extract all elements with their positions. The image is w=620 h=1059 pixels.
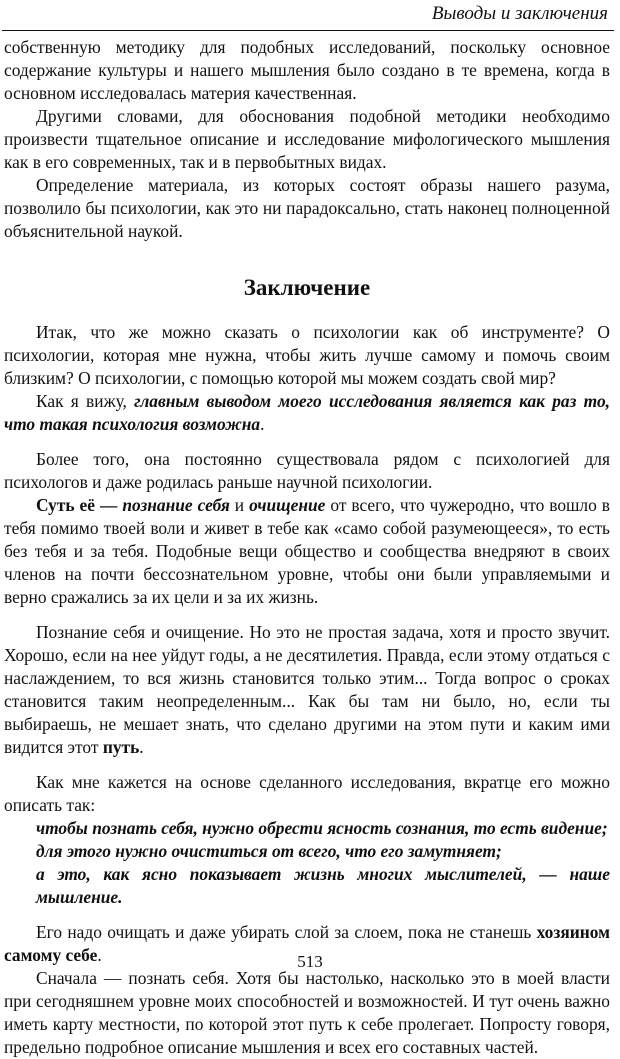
paragraph-4-text-1: и xyxy=(229,495,250,515)
paragraph-4-emphasis-1: познание себя xyxy=(122,495,230,515)
paragraph-8: Сначала — познать себя. Хотя бы настолько, насколько это в моей власти при сегодняшнем уровне моих способностей и возможностей. И тут очень важно иметь карту местности, по которой этот путь к себе пролегает. Попросту говоря, предельно подробное описание мышления и всех его составных частей. xyxy=(4,968,610,1057)
paragraph-1: Итак, что же можно сказать о психологии как об инструменте? О психологии, которая мне нужна, чтобы жить лучше самому и помочь своим близким? О психологии, с помощью которой мы можем создать свой мир? xyxy=(4,322,610,388)
intro-paragraph-1: собственную методику для подобных исследований, поскольку основное содержание культуры и нашего мышления было создано в те времена, когда в основном исследовалась материя качественная. xyxy=(4,37,610,103)
paragraph-5-text: Познание себя и очищение. Но это не простая задача, хотя и просто звучит. Хорошо, если на нее уйдут годы, а не десятилетия. Правда, если этому отдаться с наслаждением, то вся жизнь становится только этим... Тогда вопрос о сроках становится таким неопределенным... Как бы там ни было, но, если ты выбираешь, не мешает знать, что сделано другими на этом пути и каким ими видится этот xyxy=(4,622,610,757)
intro-paragraph-3: Определение материала, из которых состоят образы нашего разума, позволило бы психологии, как это ни парадоксально, стать наконец полноценной объяснительной наукой. xyxy=(4,175,610,241)
paragraph-4-bold: Суть её — xyxy=(36,495,123,515)
quote-line-2: для этого нужно очиститься от всего, что его замутняет; xyxy=(36,841,502,861)
page-body xyxy=(4,36,610,1059)
paragraph-3: Более того, она постоянно существовала рядом с психологией для психологов и даже родилась раньше научной психологии. xyxy=(4,449,610,492)
paragraph-5-end: . xyxy=(139,737,144,757)
paragraph-5 xyxy=(4,621,610,759)
section-title: Заключение xyxy=(243,275,371,300)
quote-line-3: а это, как ясно показывает жизнь многих мыслителей, — наше мышление. xyxy=(36,864,610,907)
paragraph-2-end: . xyxy=(260,414,265,434)
paragraph-4-emphasis-2: очищение xyxy=(249,495,326,515)
paragraph-4-text-2: от всего, что чужеродно, что вошло в тебя помимо твоей воли и живет в тебе как «само собой разумеющееся», то есть без тебя и за тебя. Подобные вещи общество и сообщества внедряют в своих членов на почти бессознательном уровне, чтобы они были управляемыми и верно сражались за их цели и за их жизнь. xyxy=(4,495,610,607)
paragraph-5-bold: путь xyxy=(102,737,140,757)
paragraph-2-emphasis: главным выводом моего исследования является как раз то, что такая психология возможна xyxy=(4,391,610,434)
paragraph-7-bold: хозяином самому себе xyxy=(4,922,610,965)
paragraph-7-end: . xyxy=(97,945,102,965)
paragraph-6: Как мне кажется на основе сделанного исследования, вкратце его можно описать так: xyxy=(4,772,610,815)
paragraph-4 xyxy=(4,494,610,609)
quote-line-1: чтобы познать себя, нужно обрести ясность сознания, то есть видение; xyxy=(36,818,608,838)
paragraph-2-start: Как я вижу, xyxy=(36,391,135,411)
page-number: 513 xyxy=(297,952,323,971)
paragraph-7-text: Его надо очищать и даже убирать слой за слоем, пока не станешь xyxy=(36,922,537,942)
intro-paragraph-2: Другими словами, для обоснования подобной методики необходимо произвести тщательное описание и исследование мифологического мышления как в его современных, так и в первобытных видах. xyxy=(4,106,610,172)
paragraph-2 xyxy=(4,390,610,436)
header-rule xyxy=(2,30,614,31)
running-head: Выводы и заключения xyxy=(431,3,608,24)
conclusion-quote xyxy=(4,817,610,909)
